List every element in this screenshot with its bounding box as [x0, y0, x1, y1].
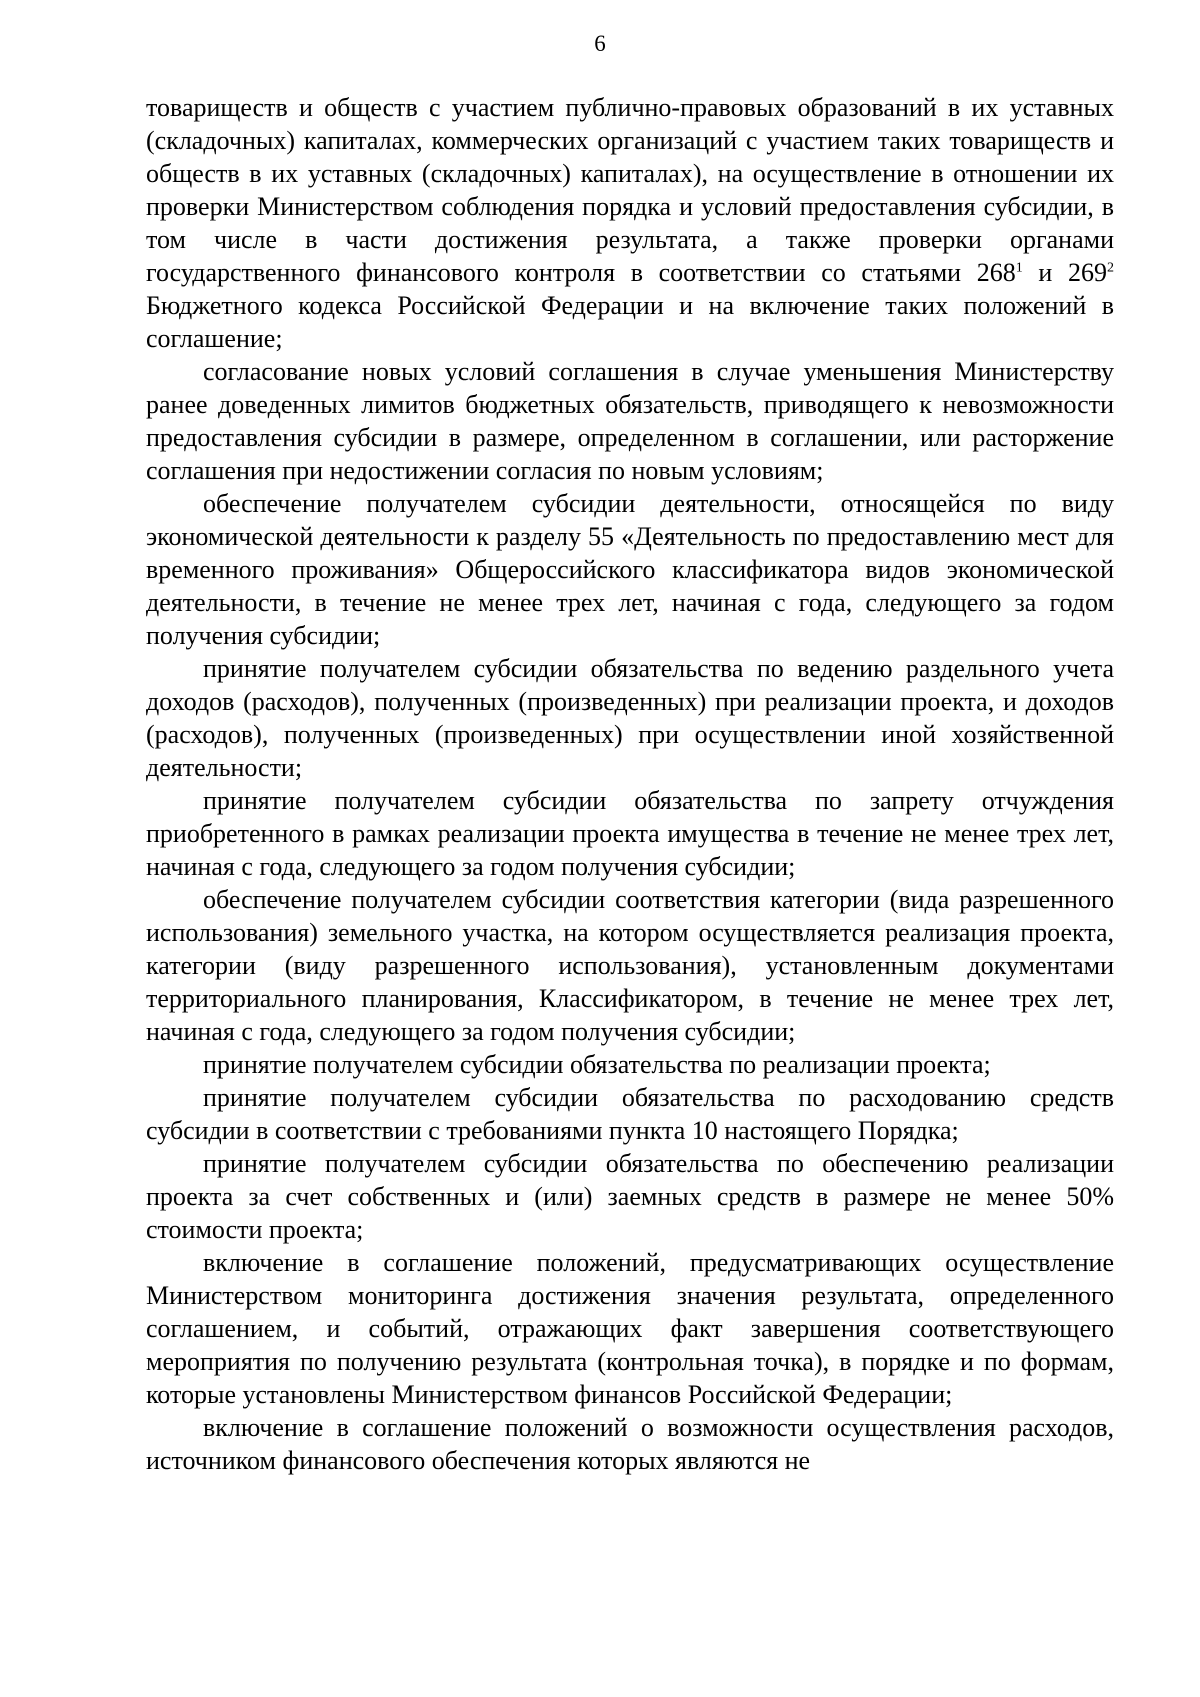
article-superscript: 2	[1107, 260, 1114, 276]
paragraph: принятие получателем субсидии обязательства по обеспечению реализации проекта за счет собственных и (или) заемных средств в размере не менее 50% стоимости проекта;	[146, 1149, 1114, 1244]
paragraph: принятие получателем субсидии обязательства по ведению раздельного учета доходов (расходов), полученных (произведенных) при реализации проекта, и доходов (расходов), полученных (произведенных) при осуществлении иной хозяйственной деятельности;	[146, 654, 1114, 782]
paragraph: принятие получателем субсидии обязательства по запрету отчуждения приобретенного в рамках реализации проекта имущества в течение не менее трех лет, начиная с года, следующего за годом получения субсидии;	[146, 786, 1114, 881]
paragraph: согласование новых условий соглашения в случае уменьшения Министерству ранее доведенных лимитов бюджетных обязательств, приводящего к невозможности предоставления субсидии в размере, определенном в соглашении, или расторжение соглашения при недостижении согласия по новым условиям;	[146, 357, 1114, 485]
paragraph-text: товариществ и обществ с участием публично-правовых образований в их уставных (складочных) капиталах, коммерческих организаций с участием таких товариществ и обществ в их уставных (складочных) капиталах), на осуществление в отношении их проверки Министерством соблюдения порядка и условий предоставления субсидии, в том числе в части достижения результата, а также проверки органами государственного финансового контроля в соответствии со статьями 268	[146, 93, 1114, 287]
paragraph	[146, 91, 1114, 355]
paragraph-text: и 269	[1022, 258, 1107, 287]
paragraph: включение в соглашение положений, предусматривающих осуществление Министерством мониторинга достижения значения результата, определенного соглашением, и событий, отражающих факт завершения соответствующего мероприятия по получению результата (контрольная точка), в порядке и по формам, которые установлены Министерством финансов Российской Федерации;	[146, 1248, 1114, 1409]
document-body	[146, 91, 1114, 1477]
article-superscript: 1	[1015, 260, 1023, 276]
paragraph: включение в соглашение положений о возможности осуществления расходов, источником финансового обеспечения которых являются не	[146, 1413, 1114, 1475]
paragraph: принятие получателем субсидии обязательства по реализации проекта;	[203, 1050, 991, 1079]
paragraph: обеспечение получателем субсидии деятельности, относящейся по виду экономической деятельности к разделу 55 «Деятельность по предоставлению мест для временного проживания» Общероссийского классификатора видов экономической деятельности, в течение не менее трех лет, начиная с года, следующего за годом получения субсидии;	[146, 489, 1114, 650]
page-number: 6	[594, 31, 606, 56]
paragraph: принятие получателем субсидии обязательства по расходованию средств субсидии в соответствии с требованиями пункта 10 настоящего Порядка;	[146, 1083, 1114, 1145]
paragraph: обеспечение получателем субсидии соответствия категории (вида разрешенного использования) земельного участка, на котором осуществляется реализация проекта, категории (виду разрешенного использования), установленным документами территориального планирования, Классификатором, в течение не менее трех лет, начиная с года, следующего за годом получения субсидии;	[146, 885, 1114, 1046]
paragraph-text: Бюджетного кодекса Российской Федерации и на включение таких положений в соглашение;	[146, 291, 1114, 353]
